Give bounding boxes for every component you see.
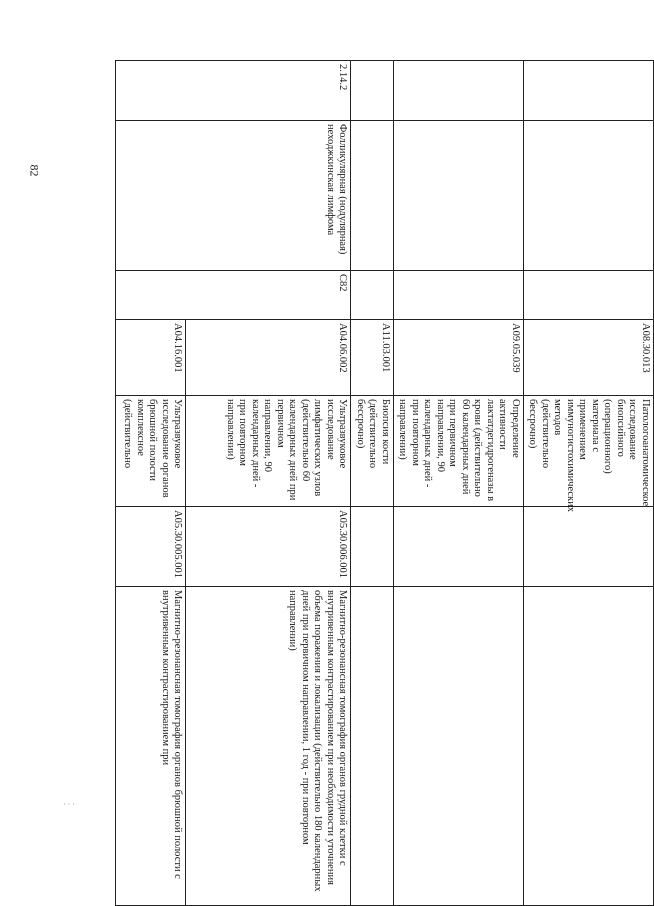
- page-number: 82: [27, 165, 42, 177]
- alt-code-cell: [394, 507, 524, 587]
- diagnosis-cell: [351, 121, 394, 271]
- alt-code-cell: [351, 507, 394, 587]
- mkb-code-cell: C82: [116, 271, 351, 320]
- service-name-cell: Ультразвуковое исследование лимфатических узлов (действительно 60 календарных дней при первичном направлении, 90 календарных дней - при повторном направлении): [186, 396, 351, 507]
- alt-code-cell: [524, 507, 654, 587]
- service-code-cell: A04.06.002: [186, 320, 351, 396]
- row-number-cell: 2.14.2: [116, 61, 351, 121]
- mkb-code-cell: [351, 271, 394, 320]
- alt-name-cell: [394, 587, 524, 906]
- mkb-code-cell: [524, 271, 654, 320]
- service-name-cell: Определение активности лактатдегидрогеназы в крови (действительно 60 календарных дней при первичном направлении, 90 календарных дней - при повторном направлении): [394, 396, 524, 507]
- scan-margin-marks: · · ·: [63, 800, 75, 809]
- diagnosis-cell: [394, 121, 524, 271]
- alt-name-cell: [351, 587, 394, 906]
- clinical-recommendations-table: [116, 60, 654, 906]
- service-name-cell: Биопсия кости (действительно бессрочно): [351, 396, 394, 507]
- table-row: [524, 61, 654, 906]
- alt-code-cell: A05.30.006.001: [186, 507, 351, 587]
- table-row: [186, 61, 351, 906]
- alt-name-cell: Магнитно-резонансная томография органов грудной клетки с внутривенным контрастированием при необходимости уточнения объема поражения и локализации (действительно 180 календарных дней при первичном направлении, 1 год - при повторном направлении): [186, 587, 351, 906]
- mkb-code-cell: [394, 271, 524, 320]
- row-number-cell: [394, 61, 524, 121]
- row-number-cell: [524, 61, 654, 121]
- service-code-cell: A11.03.001: [351, 320, 394, 396]
- diagnosis-cell: [524, 121, 654, 271]
- row-number-cell: [351, 61, 394, 121]
- table-row: [351, 61, 394, 906]
- alt-name-cell: Магнитно-резонансная томография органов брюшной полости с внутривенным контрастированием при: [116, 587, 186, 906]
- service-code-cell: A04.16.001: [116, 320, 186, 396]
- service-code-cell: A09.05.039: [394, 320, 524, 396]
- diagnosis-cell: Фолликулярная (нодулярная) неходжкинская лимфома: [116, 121, 351, 271]
- alt-name-cell: [524, 587, 654, 906]
- service-name-cell: Патологоанатомическое исследование биопсийного (операционного) материала с применением иммуногистохимических методов (действительно бессрочно): [524, 396, 654, 507]
- service-code-cell: A08.30.013: [524, 320, 654, 396]
- alt-code-cell: A05.30.005.001: [116, 507, 186, 587]
- table-row: [394, 61, 524, 906]
- service-name-cell: Ультразвуковое исследование органов брюшной полости комплексное (действительно: [116, 396, 186, 507]
